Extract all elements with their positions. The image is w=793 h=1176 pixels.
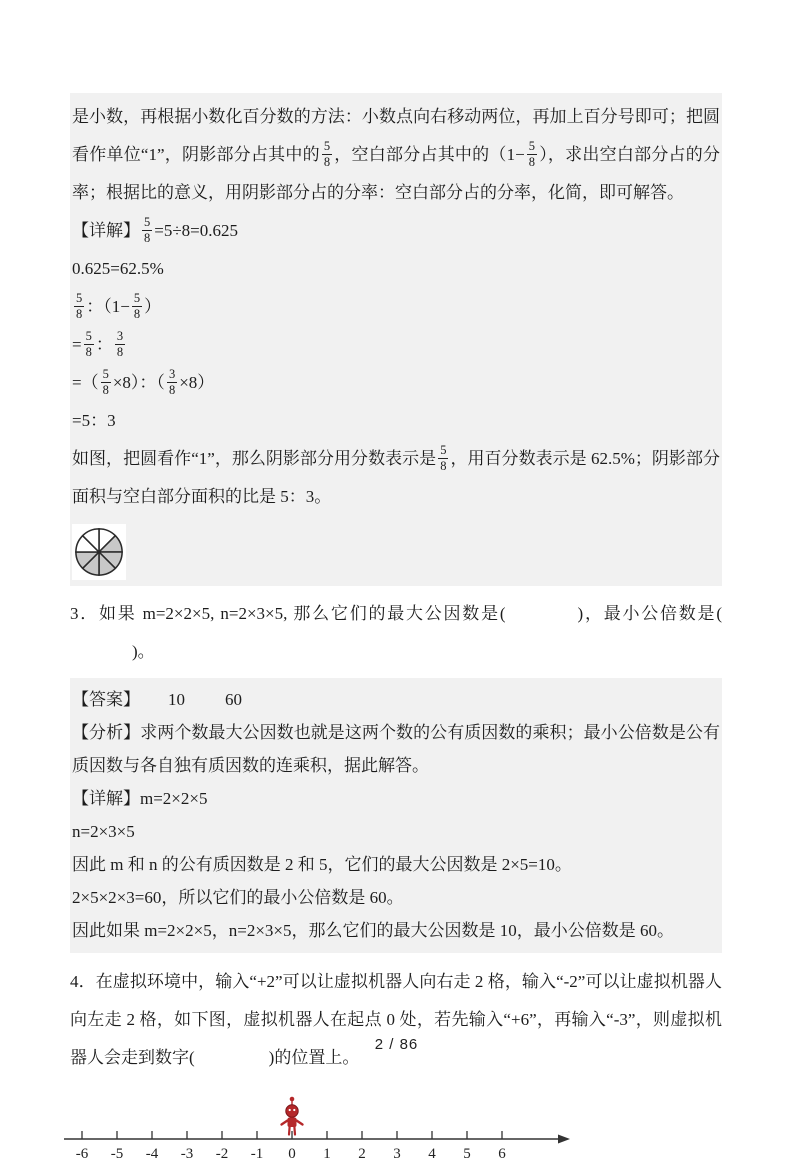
tick-label: 0	[288, 1146, 296, 1162]
paragraph: 【答案】 10 60	[72, 690, 242, 709]
page-content	[70, 93, 722, 1176]
tick-label: -6	[75, 1146, 89, 1162]
fraction: $\frac{5}{8}$	[440, 443, 447, 473]
paragraph: 是小数，再根据小数化百分数的方法：小数点向右移动两位，再加上百分号即可；把圆看作单位“1”，阴影部分占其中的 $\frac{5}{8}$ ，空白部分占其中的（1− $\frac{5}{8}$ ），求出空白部分占的分率；根据比的意义，用阴影部分占的分率：空白部分占的分率，化简，即可解答。	[72, 107, 721, 202]
answer-blank-gap	[195, 1062, 269, 1063]
fraction: $\frac{5}{8}$	[76, 291, 83, 321]
question-3	[70, 595, 722, 671]
tick-label: 6	[498, 1146, 506, 1162]
robot-icon	[282, 1097, 303, 1135]
tick-label: 5	[463, 1146, 471, 1162]
axis-arrow	[558, 1135, 570, 1144]
paragraph: 【分析】求两个数最大公因数也就是这两个数的公有质因数的乘积；最小公倍数是公有质因数与各自独有质因数的连乘积，据此解答。	[72, 723, 720, 775]
tick-label: -2	[215, 1146, 229, 1162]
paragraph: 【详解】 $\frac{5}{8}$ =5÷8=0.625	[72, 215, 239, 245]
number-line-figure	[62, 1091, 722, 1176]
answer-blank-gap	[70, 656, 132, 657]
tick-label: 4	[428, 1146, 436, 1162]
tick-label: -5	[110, 1146, 124, 1162]
paragraph: 如图，把圆看作“1”，那么阴影部分用分数表示是 $\frac{5}{8}$ ，用百分数表示是 62.5%；阴影部分面积与空白部分面积的比是 5：3。	[72, 443, 720, 506]
answer-blank-gap	[140, 704, 168, 705]
fraction: $\frac{5}{8}$	[528, 139, 535, 169]
paragraph: =5：3	[72, 411, 116, 430]
fraction: $\frac{3}{8}$	[168, 367, 176, 397]
fraction: $\frac{5}{8}$	[133, 291, 141, 321]
tick-label: 2	[358, 1146, 366, 1162]
answer-blank-gap	[506, 618, 578, 619]
answer-block-q2	[70, 93, 722, 586]
paragraph: 因此如果 m=2×2×5，n=2×3×5，那么它们的最大公因数是 10，最小公倍数是 60。	[72, 921, 674, 940]
number-line-image	[62, 1091, 582, 1171]
paragraph: 4．在虚拟环境中，输入“+2”可以让虚拟机器人向右走 2 格，输入“-2”可以让虚拟机器人向左走 2 格，如下图，虚拟机器人在起点 0 处，若先输入“+6”，再输入“-3”，则虚拟机器人会走到数字( )的位置上。	[70, 972, 722, 1067]
q2-analysis-text	[72, 98, 720, 516]
fraction: $\frac{5}{8}$	[144, 215, 151, 245]
tick-label: -1	[250, 1146, 264, 1162]
paragraph: 3．如果 m=2×2×5, n=2×3×5, 那么它们的最大公因数是( )，最小公倍数是()。	[70, 604, 722, 661]
paragraph: n=2×3×5	[72, 822, 135, 841]
fraction: $\frac{5}{8}$	[85, 329, 92, 359]
tick-label: 1	[323, 1146, 331, 1162]
tick-label: -4	[145, 1146, 159, 1162]
fraction: $\frac{5}{8}$	[323, 139, 331, 169]
paragraph: 因此 m 和 n 的公有质因数是 2 和 5，它们的最大公因数是 2×5=10。	[72, 855, 572, 874]
paragraph: 0.625=62.5%	[72, 259, 164, 278]
paragraph: =（ $\frac{5}{8}$ ×8）：（ $\frac{3}{8}$ ×8）	[72, 367, 215, 397]
paragraph: = $\frac{5}{8}$ ： $\frac{3}{8}$	[72, 329, 124, 359]
tick-label: -3	[180, 1146, 194, 1162]
tick-label: 3	[393, 1146, 401, 1162]
pie-figure-box	[72, 524, 126, 580]
paragraph: 【详解】m=2×2×5	[72, 789, 208, 808]
question-4	[70, 963, 722, 1077]
fraction: $\frac{5}{8}$	[102, 367, 109, 397]
answer-blank-gap	[185, 704, 225, 705]
paragraph: 2×5×2×3=60，所以它们的最小公倍数是 60。	[72, 888, 404, 907]
page-number: 2 / 86	[374, 1036, 419, 1053]
answer-block-q3	[70, 678, 722, 953]
pie-chart-image	[73, 526, 125, 578]
fraction: $\frac{3}{8}$	[116, 329, 124, 359]
paragraph: $\frac{5}{8}$ ：（1− $\frac{5}{8}$ ）	[76, 291, 162, 321]
